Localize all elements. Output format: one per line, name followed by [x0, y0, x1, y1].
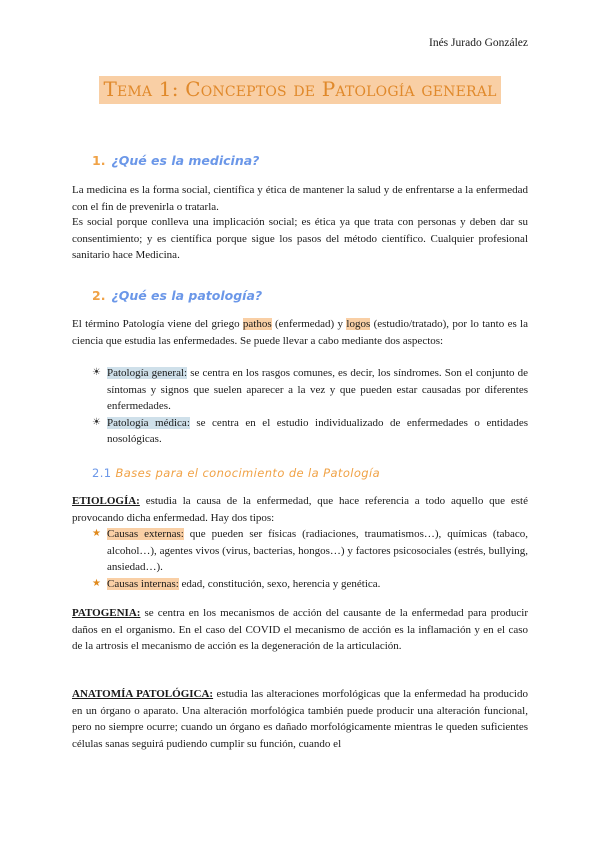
term-patogenia: PATOGENIA:: [72, 607, 141, 619]
text-run: se centra en los mecanismos de acción del causante de la enfermedad para producir daños en el organismo. En el caso del COVID el mecanismo de acción es la inflamación y en el caso de la artrosis el mecanismo de acción es la degeneración de la articulación.: [72, 607, 528, 652]
text-run: estudia la causa de la enfermedad, que hace referencia a todo aquello que esté provocando dicha enfermedad. Hay dos tipos:: [72, 495, 528, 524]
paragraph-patogenia: [72, 605, 528, 655]
list-item-term: Causas externas:: [107, 528, 184, 540]
section-title: ¿Qué es la patología?: [111, 288, 263, 303]
list-item-term: Patología médica:: [107, 416, 190, 429]
text-run: estudia las alteraciones morfológicas que la enfermedad ha producido en un órgano o aparato. Una alteración morfológica también puede producir una alteración funcional, pero no siempre ocurre; cuando un órgano es dañado morfológicamente mientras le queden suficientes células sanas seguirá pudiendo cumplir su función, cuando el: [72, 688, 528, 750]
section-number: 2.: [92, 288, 106, 303]
list-item-text: edad, constitución, sexo, herencia y genética.: [178, 577, 381, 590]
paragraph-etiologia: [72, 493, 528, 526]
list-item-term: Patología general:: [107, 367, 188, 379]
etiologia-list: [92, 526, 528, 592]
paragraph-medicina-2: Es social porque conlleva una implicación social; es ética ya que trata con personas y deben dar su consentimiento; y es científica porque sigue los pasos del método científico. Cualquier profesional sanitario hace Medicina.: [72, 216, 528, 261]
section-number: 2.1: [92, 466, 112, 480]
list-item: [92, 576, 528, 593]
page-title: Tema 1: Conceptos de Patología general: [99, 76, 500, 104]
list-item: [92, 365, 528, 415]
paragraph-anatomia: [72, 686, 528, 752]
text-run: (enfermedad) y: [271, 318, 347, 330]
list-item-text: se centra en los rasgos comunes, es decir, los síndromes. Son el conjunto de síntomas y signos que suelen aparecer a la vez y que pueden estar causadas por diferentes enfermedades.: [107, 367, 528, 412]
author-name: Inés Jurado González: [429, 37, 528, 49]
list-item: [92, 526, 528, 576]
term-etiologia: ETIOLOGÍA:: [72, 495, 140, 507]
highlight-pathos: pathos: [242, 318, 272, 330]
term-anatomia: ANATOMÍA PATOLÓGICA:: [72, 688, 214, 700]
title-block: [0, 76, 600, 104]
list-item-text: que pueden ser físicas (radiaciones, traumatismos…), químicas (tabaco, alcohol…), agentes vivos (virus, bacterias, hongos…) y factores psicosociales (estrés, bullying, ansiedad…).: [107, 528, 528, 573]
heading-section-2: [92, 288, 262, 303]
paragraph-patologia: [72, 316, 528, 349]
text-run: (estudio/tratado), por lo tanto es la ciencia que estudia las enfermedades. Se puede llevar a cabo mediante dos aspectos:: [72, 318, 528, 347]
list-item-term: Causas internas:: [107, 577, 179, 590]
heading-section-2-1: [92, 466, 380, 480]
star-icon: ★: [92, 577, 101, 589]
section-title: ¿Qué es la medicina?: [111, 153, 260, 168]
text-run: El término Patología viene del griego: [72, 318, 243, 330]
patologia-aspects-list: [92, 365, 528, 448]
star-icon: ★: [92, 528, 101, 539]
section-title: Bases para el conocimiento de la Patología: [115, 466, 381, 480]
paragraph-medicina-1: La medicina es la forma social, científica y ética de mantener la salud y de enfrentarse a la enfermedad con el fin de prevenirla o tratarla.: [72, 184, 528, 213]
section-number: 1.: [92, 153, 106, 168]
highlight-logos: logos: [346, 318, 371, 330]
sun-icon: ☀: [92, 416, 101, 428]
heading-section-1: [92, 153, 259, 168]
list-item-text: se centra en el estudio individualizado de enfermedades o entidades nosológicas.: [107, 416, 528, 445]
sun-icon: ☀: [92, 367, 101, 378]
list-item: [92, 415, 528, 448]
